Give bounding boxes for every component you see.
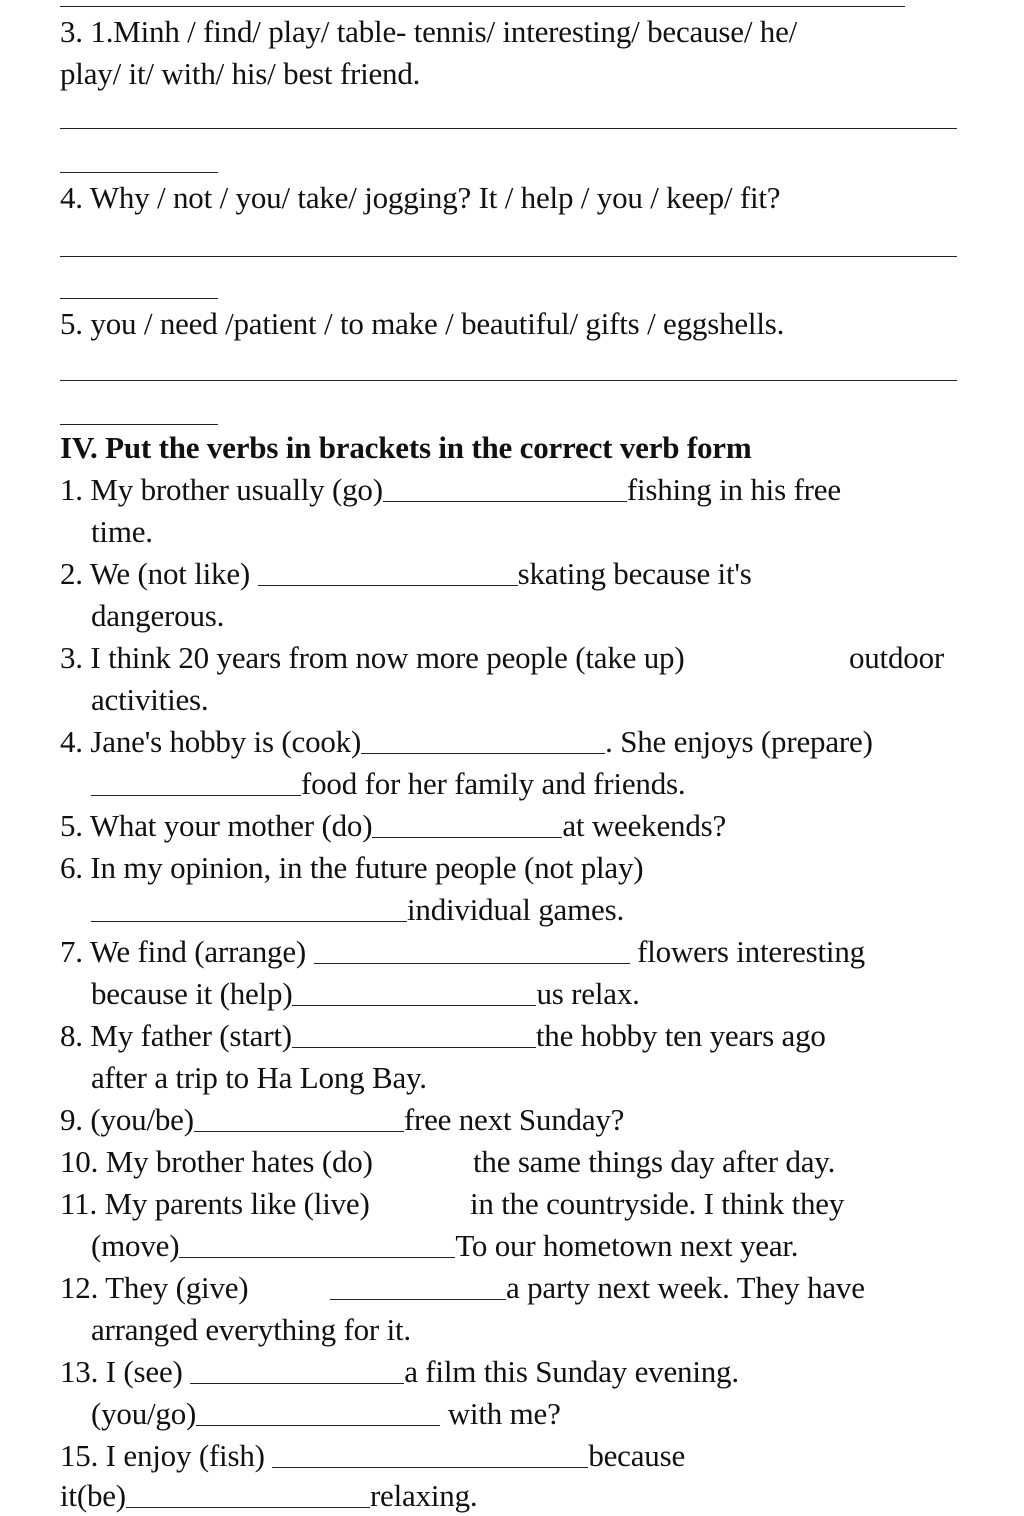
item-text: My father (start) bbox=[90, 1018, 292, 1053]
item-9-line1 bbox=[60, 1100, 624, 1140]
answer-blank[interactable] bbox=[190, 1359, 404, 1384]
item-text: at weekends? bbox=[562, 808, 727, 843]
item-text: fishing in his free bbox=[626, 472, 841, 507]
answer-blank[interactable] bbox=[91, 771, 301, 796]
item-text: . She enjoys (prepare) bbox=[605, 724, 873, 759]
answer-blank[interactable] bbox=[194, 1107, 404, 1132]
item-4-line2 bbox=[91, 764, 685, 804]
item-number: 13. bbox=[60, 1354, 99, 1389]
item-2-line1 bbox=[60, 554, 752, 594]
item-text: They (give) bbox=[105, 1270, 249, 1305]
item-12-line2: arranged everything for it. bbox=[91, 1312, 411, 1347]
item-text: food for her family and friends. bbox=[301, 766, 686, 801]
item-text: I enjoy (fish) bbox=[105, 1438, 265, 1473]
item-text: a party next week. They have bbox=[506, 1270, 865, 1305]
answer-blank[interactable] bbox=[292, 981, 536, 1006]
item-number: 7. bbox=[60, 934, 83, 969]
q3-answer-line[interactable] bbox=[60, 128, 957, 129]
item-text: I think 20 years from now more people (take up) bbox=[90, 640, 685, 675]
item-text: a film this Sunday evening. bbox=[404, 1354, 739, 1389]
item-number: 4. bbox=[60, 724, 83, 759]
item-number: 9. bbox=[60, 1102, 83, 1137]
item-text: My brother usually (go) bbox=[90, 472, 383, 507]
item-number: 15. bbox=[60, 1438, 99, 1473]
item-text: My parents like (live) bbox=[104, 1186, 370, 1221]
item-number: 11. bbox=[60, 1186, 97, 1221]
item-7-line2 bbox=[91, 974, 640, 1014]
answer-blank[interactable] bbox=[91, 897, 407, 922]
item-text: the hobby ten years ago bbox=[535, 1018, 826, 1053]
item-number: 8. bbox=[60, 1018, 83, 1053]
item-text: with me? bbox=[447, 1396, 561, 1431]
item-text: (move) bbox=[91, 1228, 180, 1263]
item-text: (you/be) bbox=[90, 1102, 194, 1137]
item-5-line1 bbox=[60, 806, 726, 846]
item-text: To our hometown next year. bbox=[455, 1228, 799, 1263]
item-4-line1 bbox=[60, 722, 873, 762]
item-13-line1 bbox=[60, 1352, 739, 1392]
item-15-line1 bbox=[60, 1436, 685, 1476]
item-6-line2 bbox=[91, 890, 624, 930]
item-8-line2: after a trip to Ha Long Bay. bbox=[91, 1060, 427, 1095]
answer-blank[interactable] bbox=[258, 561, 518, 586]
item-text: the same things day after day. bbox=[473, 1144, 836, 1179]
item-3-line1 bbox=[60, 638, 944, 678]
answer-blank[interactable] bbox=[361, 729, 605, 754]
item-10-line1 bbox=[60, 1142, 890, 1182]
item-text: I (see) bbox=[105, 1354, 183, 1389]
q3-answer-line-short[interactable] bbox=[60, 172, 218, 173]
item-13-line2 bbox=[91, 1394, 561, 1434]
item-number: 6. bbox=[60, 850, 83, 885]
item-15-line2 bbox=[60, 1476, 477, 1516]
q3-line1: 3. 1.Minh / find/ play/ table- tennis/ interesting/ because/ he/ bbox=[60, 14, 798, 49]
item-text: What your mother (do) bbox=[89, 808, 373, 843]
answer-blank[interactable] bbox=[314, 939, 630, 964]
answer-blank[interactable] bbox=[292, 1023, 536, 1048]
answer-blank[interactable] bbox=[383, 477, 627, 502]
top-answer-line bbox=[60, 6, 905, 7]
answer-blank[interactable] bbox=[179, 1233, 455, 1258]
item-text: us relax. bbox=[536, 976, 640, 1011]
item-text: because it (help) bbox=[91, 976, 293, 1011]
q5-answer-line-short[interactable] bbox=[60, 424, 218, 425]
item-text: skating because it's bbox=[517, 556, 752, 591]
item-text: relaxing. bbox=[369, 1478, 478, 1513]
item-number: 10. bbox=[60, 1144, 99, 1179]
answer-blank[interactable] bbox=[196, 1401, 440, 1426]
item-text: flowers interesting bbox=[637, 934, 865, 969]
q3-line2: play/ it/ with/ his/ best friend. bbox=[60, 56, 421, 91]
item-number: 3. bbox=[60, 640, 83, 675]
item-number: 12. bbox=[60, 1270, 99, 1305]
q5-line: 5. you / need /patient / to make / beautiful/ gifts / eggshells. bbox=[60, 306, 785, 341]
item-text: it(be) bbox=[60, 1478, 126, 1513]
item-12-tail bbox=[330, 1268, 865, 1308]
item-2-line2: dangerous. bbox=[91, 598, 225, 633]
item-text: individual games. bbox=[407, 892, 625, 927]
answer-blank[interactable] bbox=[126, 1483, 370, 1508]
item-12-line1 bbox=[60, 1268, 920, 1308]
answer-blank[interactable] bbox=[272, 1443, 588, 1468]
item-text: in the countryside. I think they bbox=[470, 1186, 845, 1221]
answer-blank[interactable] bbox=[372, 813, 562, 838]
item-text: We (not like) bbox=[89, 556, 251, 591]
item-number: 1. bbox=[60, 472, 83, 507]
item-8-line1 bbox=[60, 1016, 826, 1056]
item-number: 2. bbox=[60, 556, 83, 591]
item-text: because bbox=[588, 1438, 686, 1473]
item-number: 5. bbox=[60, 808, 83, 843]
item-1-line1 bbox=[60, 470, 841, 510]
item-text: free next Sunday? bbox=[403, 1102, 625, 1137]
item-6-line1 bbox=[60, 848, 643, 888]
q4-line: 4. Why / not / you/ take/ jogging? It / help / you / keep/ fit? bbox=[60, 180, 781, 215]
item-text: outdoor bbox=[848, 640, 944, 675]
item-11-line1 bbox=[60, 1184, 905, 1224]
item-text: In my opinion, in the future people (not play) bbox=[90, 850, 644, 885]
item-1-line2: time. bbox=[91, 514, 153, 549]
item-7-line1 bbox=[60, 932, 865, 972]
item-text: (you/go) bbox=[91, 1396, 197, 1431]
q5-answer-line[interactable] bbox=[60, 380, 957, 381]
item-3-line2: activities. bbox=[91, 682, 209, 717]
item-text: My brother hates (do) bbox=[105, 1144, 373, 1179]
section4-heading: IV. Put the verbs in brackets in the correct verb form bbox=[60, 430, 752, 465]
item-11-line2 bbox=[91, 1226, 798, 1266]
q4-answer-line-short[interactable] bbox=[60, 298, 218, 299]
answer-blank[interactable] bbox=[330, 1275, 506, 1300]
q4-answer-line[interactable] bbox=[60, 256, 957, 257]
item-text: We find (arrange) bbox=[89, 934, 307, 969]
item-text: Jane's hobby is (cook) bbox=[90, 724, 362, 759]
